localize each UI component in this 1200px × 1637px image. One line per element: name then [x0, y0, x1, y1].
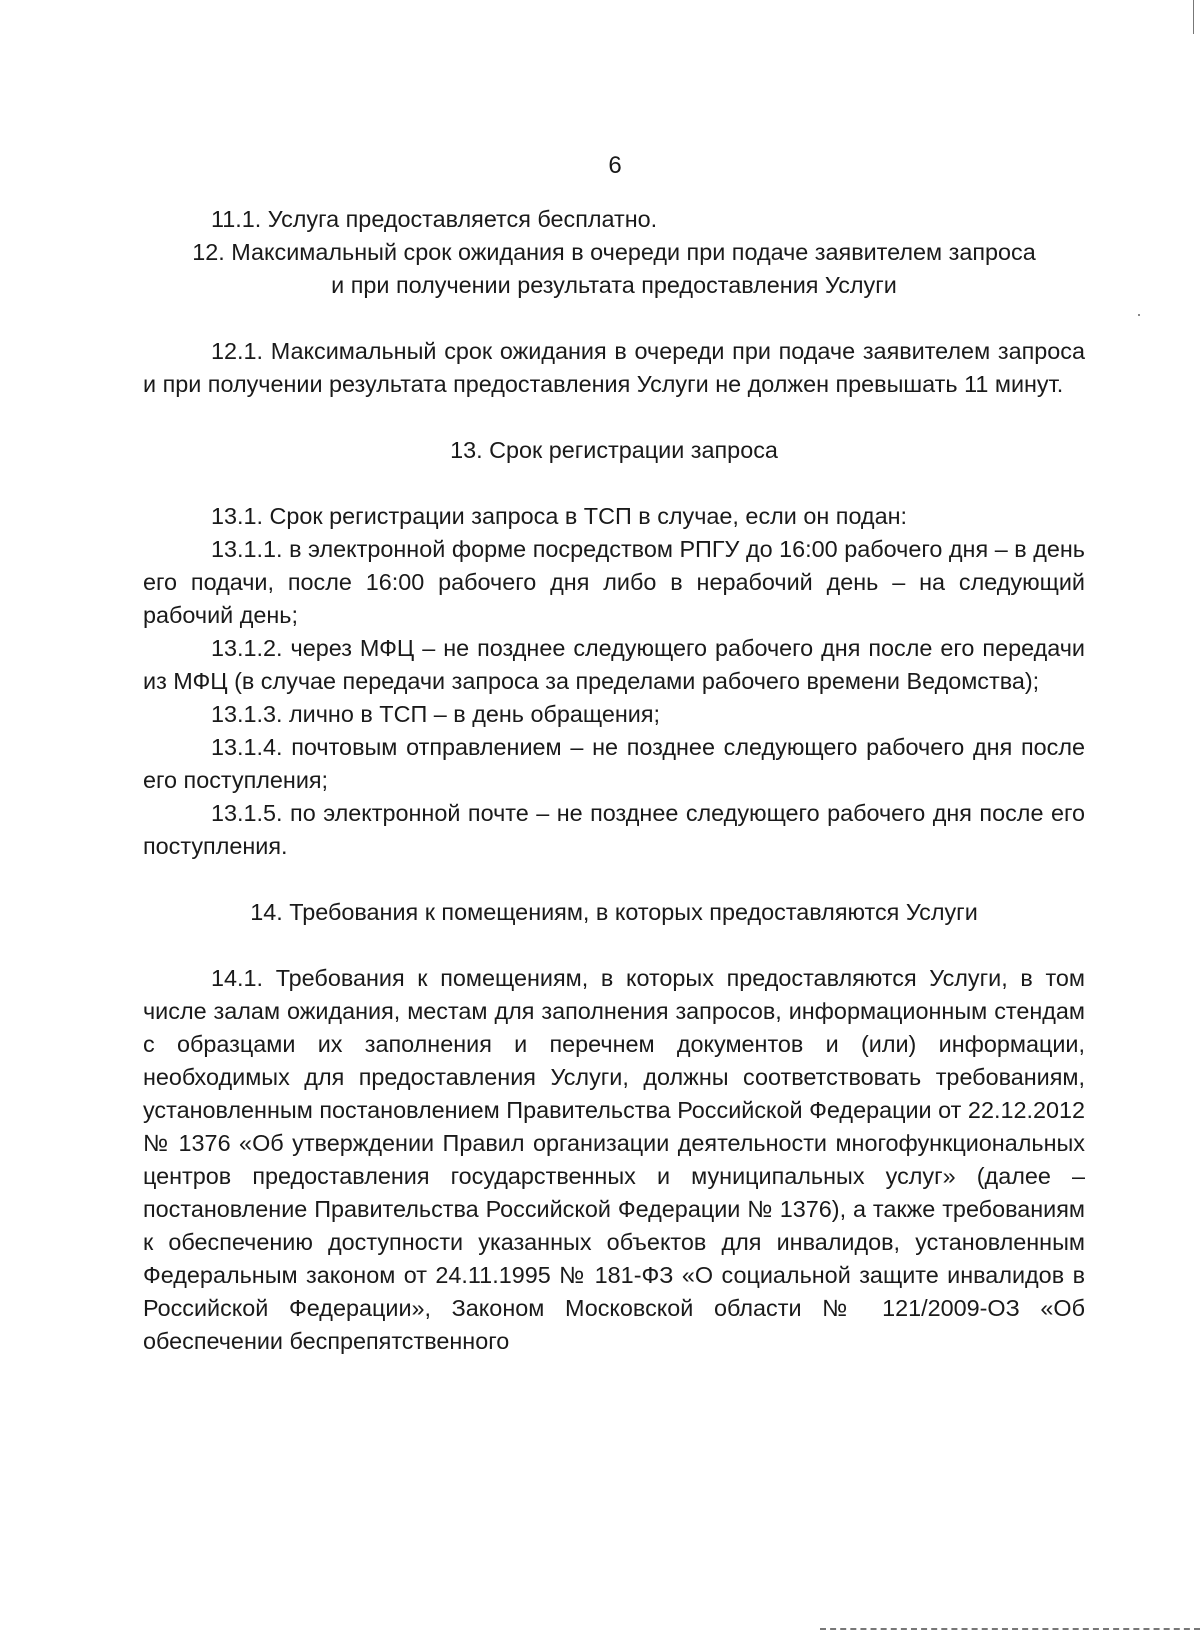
section-heading-line: и при получении результата предоставления Услуги [331, 272, 897, 298]
paragraph-spacer [143, 302, 1085, 335]
paragraph: 11.1. Услуга предоставляется бесплатно. [211, 206, 658, 232]
page-number: 6 [608, 152, 622, 179]
paragraph: 12.1. Максимальный срок ожидания в очереди при подаче заявителем запроса и при получении результата предоставления Услуги не должен превышать 11 минут. [143, 338, 1085, 397]
paragraph-spacer [143, 929, 1085, 962]
scan-dot-mark [1138, 314, 1140, 316]
section-heading-line: 12. Максимальный срок ожидания в очереди при подаче заявителем запроса [192, 239, 1036, 265]
scan-artifact-line [820, 1628, 1200, 1630]
paragraph: 13.1.3. лично в ТСП – в день обращения; [211, 701, 661, 727]
paragraph: 13.1. Срок регистрации запроса в ТСП в случае, если он подан: [211, 503, 908, 529]
section-heading-line: 14. Требования к помещениям, в которых предоставляются Услуги [250, 899, 978, 925]
section-heading [143, 434, 1085, 467]
paragraph: 13.1.2. через МФЦ – не позднее следующего рабочего дня после его передачи из МФЦ (в случае передачи запроса за пределами рабочего времени Ведомства); [143, 635, 1085, 694]
paragraph: 13.1.5. по электронной почте – не позднее следующего рабочего дня после его поступления. [143, 800, 1085, 859]
paragraph-spacer [143, 863, 1085, 896]
section-heading-line: 13. Срок регистрации запроса [450, 437, 778, 463]
section-heading [143, 896, 1085, 929]
paragraph: 14.1. Требования к помещениям, в которых предоставляются Услуги, в том числе залам ожидания, местам для заполнения запросов, информационным стендам с образцами их заполнения и перечнем документов и (или) информации, необходимых для предоставления Услуги, должны соответствовать требованиям, установленным постановлением Правительства Российской Федерации от 22.12.2012 № 1376 «Об утверждении Правил организации деятельности многофункциональных центров предоставления государственных и муниципальных услуг» (далее – постановление Правительства Российской Федерации № 1376), а также требованиям к обеспечению доступности указанных объектов для инвалидов, установленным Федеральным законом от 24.11.1995 № 181-ФЗ «О социальной защите инвалидов в Российской Федерации», Законом Московской области № 121/2009-ОЗ «Об обеспечении беспрепятственного [143, 965, 1085, 1354]
paragraph: 13.1.4. почтовым отправлением – не позднее следующего рабочего дня после его поступления; [143, 734, 1085, 793]
paragraph-spacer [143, 401, 1085, 434]
paragraph: 13.1.1. в электронной форме посредством РПГУ до 16:00 рабочего дня – в день его подачи, после 16:00 рабочего дня либо в нерабочий день – на следующий рабочий день; [143, 536, 1085, 628]
section-heading [143, 236, 1085, 302]
scan-edge-mark [1193, 0, 1194, 34]
document-body [143, 203, 1085, 1358]
paragraph-spacer [143, 467, 1085, 500]
